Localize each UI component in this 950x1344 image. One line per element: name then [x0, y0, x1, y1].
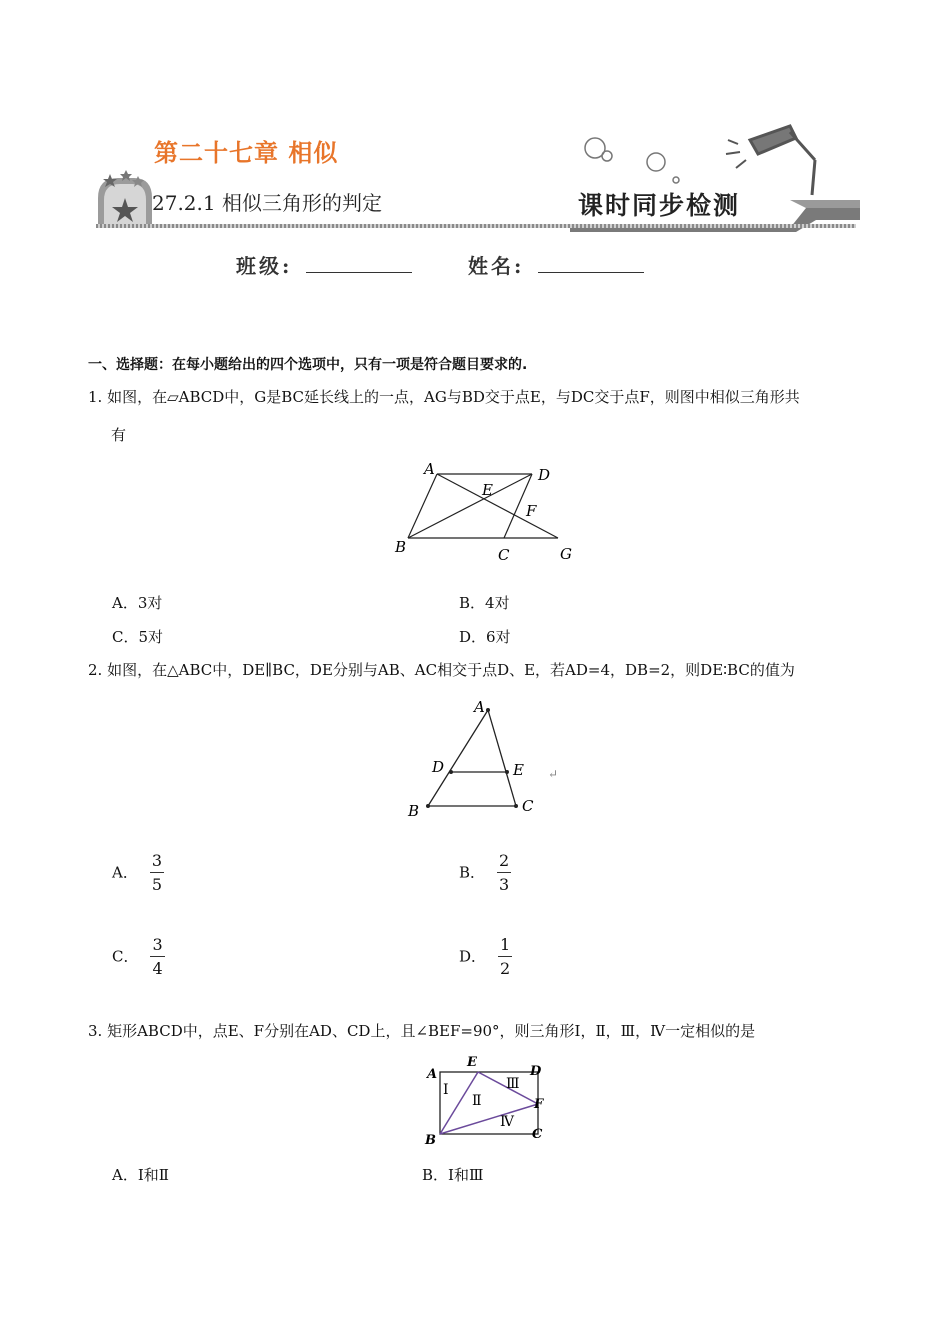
label-C: C	[498, 546, 510, 564]
label-region-2: Ⅱ	[472, 1093, 482, 1109]
label-D: D	[432, 758, 445, 776]
question-1-continued: 有	[111, 426, 127, 444]
label-A: A	[474, 698, 485, 716]
label-region-1: Ⅰ	[443, 1082, 449, 1098]
option-text: 4对	[485, 594, 510, 612]
question-number: 3.	[88, 1022, 103, 1040]
option-letter: A．	[112, 863, 138, 882]
segment-ab	[408, 474, 437, 538]
banner-title: 课时同步检测	[578, 191, 741, 220]
label-region-3: Ⅲ	[506, 1076, 520, 1092]
point-d	[449, 770, 453, 774]
q2-option-d[interactable]	[459, 934, 512, 981]
label-C: C	[532, 1127, 543, 1142]
point-c	[514, 804, 518, 808]
header-decoration	[90, 110, 870, 240]
option-letter: D．	[459, 628, 487, 646]
segment-bd	[408, 474, 532, 538]
figure-parallelogram	[392, 458, 582, 570]
q1-option-b[interactable]	[459, 592, 510, 613]
label-E: E	[467, 1055, 477, 1070]
segment-bf	[440, 1104, 538, 1134]
q2-option-c[interactable]	[112, 934, 165, 981]
question-text: 如图，在△ABC中，DE∥BC，DE分别与AB、AC相交于点D、E，若AD=4，DB=2，则DE∶BC的值为	[107, 661, 795, 679]
return-mark: ↵	[548, 767, 559, 781]
label-region-4: Ⅳ	[500, 1114, 514, 1130]
segment-ac	[488, 710, 516, 806]
option-text: Ⅰ和Ⅲ	[448, 1166, 484, 1184]
option-letter: A．	[112, 594, 138, 612]
label-G: G	[560, 545, 572, 563]
figure-rectangle	[420, 1050, 555, 1146]
section-heading: 一、选择题：在每小题给出的四个选项中，只有一项是符合题目要求的.	[88, 357, 528, 373]
label-F: F	[534, 1097, 544, 1112]
point-e	[505, 770, 509, 774]
label-A: A	[427, 1067, 438, 1082]
label-B: B	[395, 538, 407, 556]
option-text: Ⅰ和Ⅱ	[137, 1166, 169, 1184]
question-number: 1.	[88, 388, 103, 406]
q1-option-c[interactable]	[112, 626, 163, 647]
label-C: C	[522, 797, 534, 815]
figure-triangle	[400, 696, 570, 826]
option-fraction: $\frac{3}{5}$	[151, 851, 163, 894]
question-1	[88, 382, 800, 412]
q2-option-b[interactable]	[459, 850, 511, 897]
option-letter: A．	[112, 1166, 138, 1184]
chapter-title: 第二十七章 相似	[154, 139, 339, 167]
point-a	[486, 708, 490, 712]
class-label: 班级:	[236, 254, 293, 278]
name-label: 姓名:	[468, 254, 525, 278]
class-field[interactable]	[306, 250, 412, 273]
option-text: 6对	[486, 628, 511, 646]
name-field[interactable]	[538, 250, 644, 273]
option-letter: C．	[112, 947, 139, 966]
section-title: 27.2.1 相似三角形的判定	[152, 191, 382, 215]
label-D: D	[538, 466, 551, 484]
star-badge-icon	[98, 170, 152, 228]
q1-option-a[interactable]	[112, 592, 162, 613]
rectangle-abcd	[440, 1072, 538, 1134]
question-3	[88, 1016, 755, 1046]
question-text: 如图，在▱ABCD中，G是BC延长线上的一点，AG与BD交于点E，与DC交于点F，则图中相似三角形共	[107, 388, 800, 406]
question-2	[88, 655, 795, 685]
option-text: 5对	[138, 628, 164, 646]
label-E: E	[513, 761, 524, 779]
label-F: F	[526, 502, 537, 520]
header-divider	[96, 224, 856, 228]
label-E: E	[482, 481, 493, 499]
option-letter: C．	[112, 628, 139, 646]
question-number: 2.	[88, 661, 103, 679]
question-text: 矩形ABCD中，点E、F分别在AD、CD上，且∠BEF=90°，则三角形Ⅰ，Ⅱ，Ⅲ，Ⅳ一定相似的是	[107, 1022, 756, 1040]
q3-option-b[interactable]	[422, 1164, 483, 1185]
label-B: B	[408, 802, 420, 820]
label-A: A	[424, 460, 435, 478]
option-letter: B．	[459, 863, 486, 882]
option-text: 3对	[137, 594, 163, 612]
option-fraction: $\frac{3}{4}$	[152, 935, 163, 978]
label-D: D	[530, 1064, 542, 1079]
option-letter: B．	[422, 1166, 449, 1184]
desk-lamp-icon	[726, 126, 815, 195]
q3-option-a[interactable]	[112, 1164, 169, 1185]
label-B: B	[425, 1133, 436, 1146]
option-fraction: $\frac{2}{3}$	[499, 851, 510, 894]
q1-option-d[interactable]	[459, 626, 511, 647]
q2-option-a[interactable]	[112, 850, 164, 897]
option-letter: D．	[459, 947, 487, 966]
point-b	[426, 804, 430, 808]
option-fraction: $\frac{1}{2}$	[500, 935, 511, 978]
option-letter: B．	[459, 594, 486, 612]
bubbles-icon	[585, 138, 679, 183]
